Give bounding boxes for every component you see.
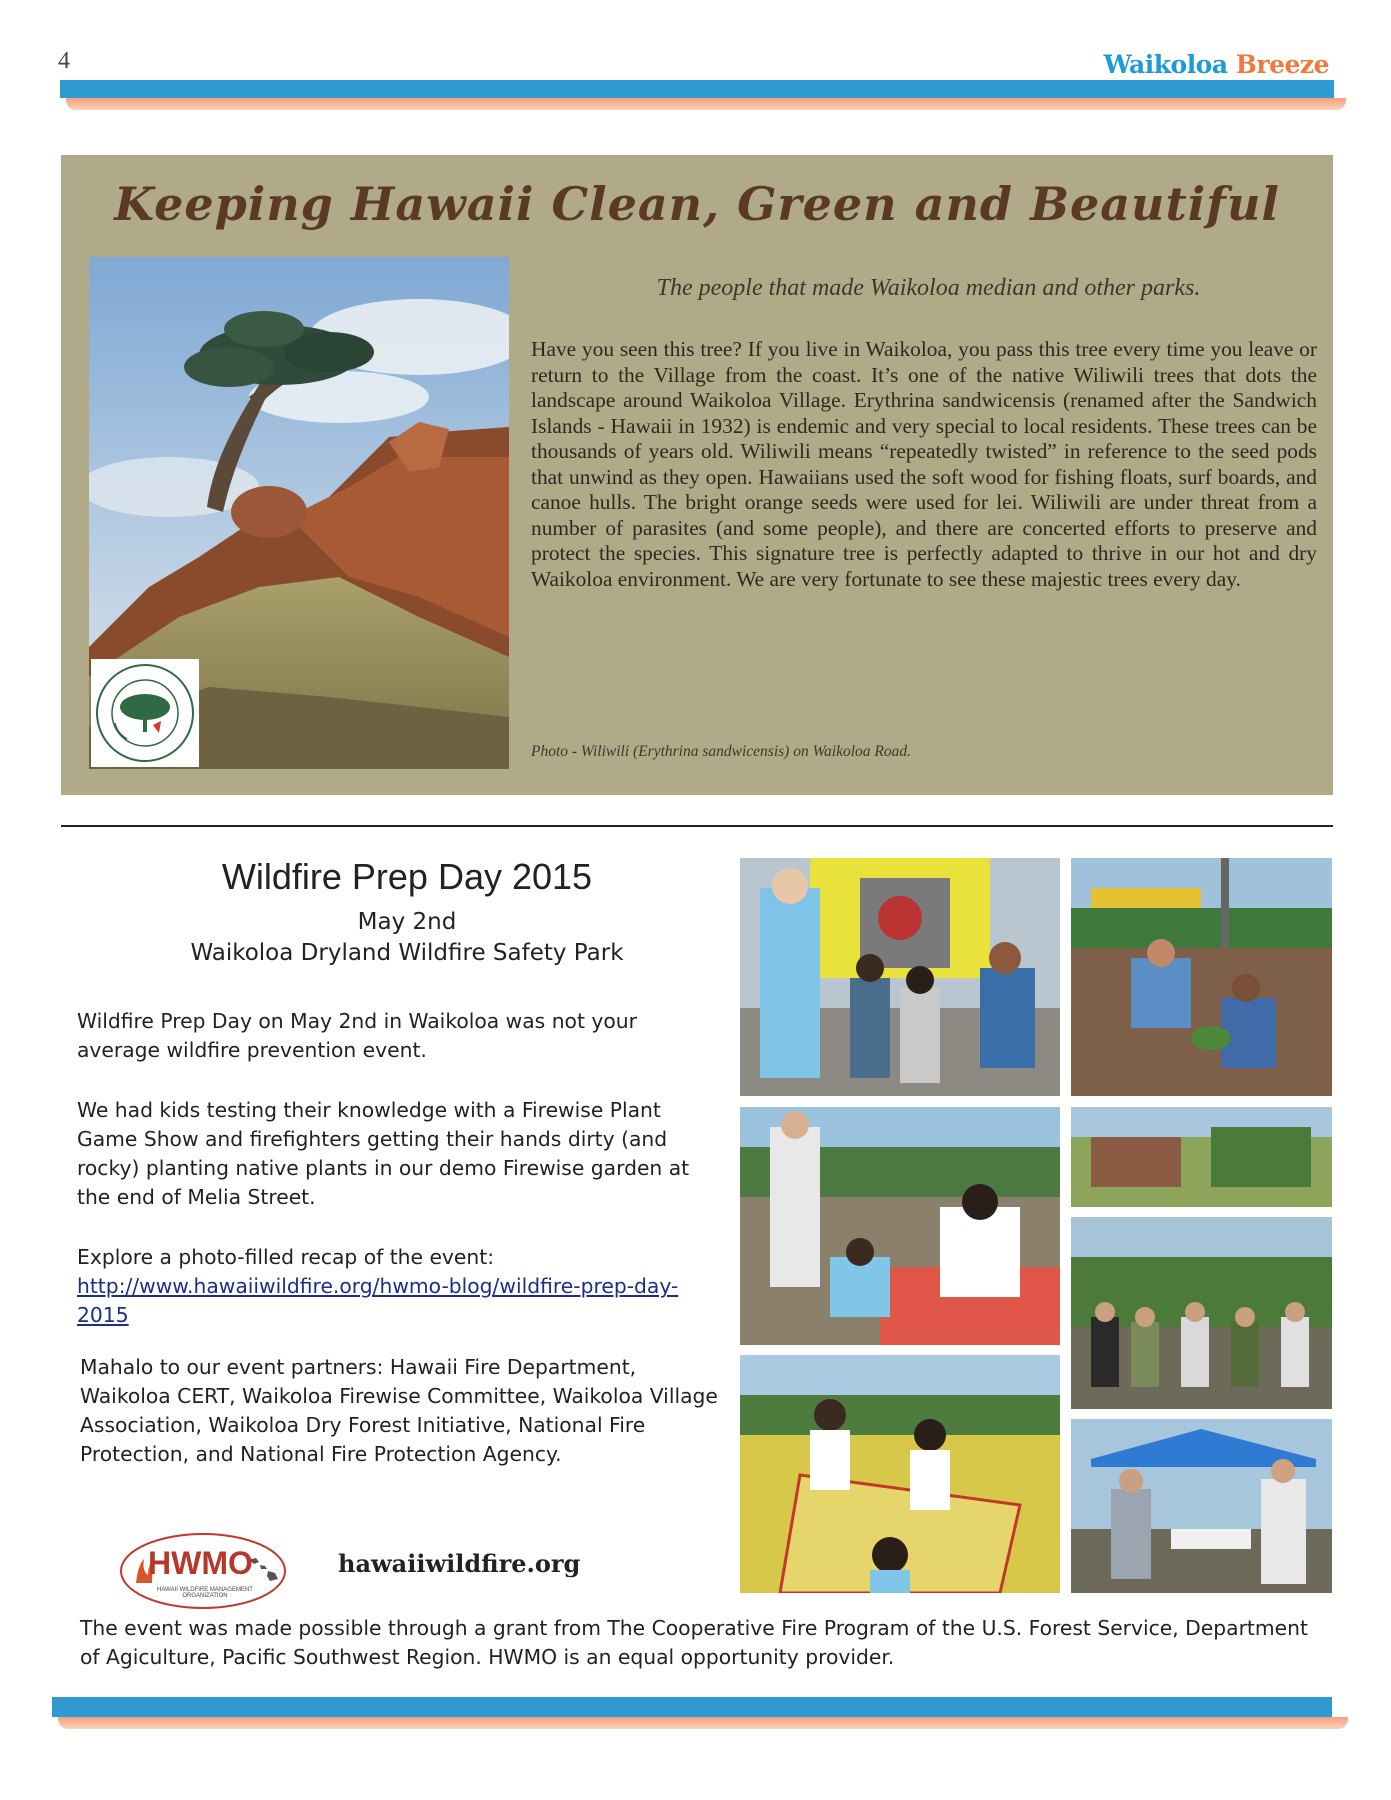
outdoor-circle-logo (91, 659, 199, 767)
header-blue-bar (60, 80, 1334, 98)
photo-planting (1071, 858, 1332, 1096)
wildfire-paragraph-2: We had kids testing their knowledge with a Firewise Plant Game Show and firefighters getting their hands dirty (and rocky) planting native plants in our demo Firewise garden at the end of Melia Street. (77, 1098, 690, 1209)
footer-orange-bar (58, 1717, 1348, 1729)
wildfire-title: Wildfire Prep Day 2015 (221, 856, 593, 897)
photo-firefighter-demo (740, 858, 1060, 1096)
masthead-part2: Breeze (1235, 50, 1329, 79)
hwmo-logo (118, 1531, 288, 1611)
photo-game-show (740, 1107, 1060, 1345)
hwmo-website: hawaiiwildfire.org (338, 1549, 581, 1578)
feature-subtitle: The people that made Waikoloa median and other parks. (656, 275, 1201, 301)
wiliwili-tree-photo (89, 257, 509, 769)
wildfire-paragraph-3: Explore a photo-filled recap of the event: (77, 1245, 495, 1269)
feature-body: Have you seen this tree? If you live in Waikoloa, you pass this tree every time you leave or return to the Village from the coast. It’s one of the native Wiliwili trees that dots the landscape around Waikoloa Village. Erythrina sandwicensis (renamed after the Sandwich Islands - Hawaii in 1932) is endemic and very special to local residents. These trees can be thousands of years old. Wiliwili means “repeatedly twisted” in reference to the seed pods that unwind as they open. Hawaiians used the soft wood for fishing floats, surf boards, and canoe hulls. The bright orange seeds were used for lei. Wiliwili are under threat from a number of parasites (and some people), and there are concerted efforts to preserve and protect the species. This signature tree is perfectly adapted to thrive in our hot and dry Waikoloa environment. We are very fortunate to see these majestic trees every day. (531, 337, 1317, 591)
wildfire-venue: Waikoloa Dryland Wildfire Safety Park (190, 940, 624, 966)
photo-garden-path (1071, 1107, 1332, 1207)
photo-tour-group (1071, 1217, 1332, 1409)
section-divider (61, 825, 1333, 827)
photo-caption: Photo - Wiliwili (Erythrina sandwicensis) on Waikoloa Road. (531, 743, 912, 760)
hwmo-logo-subtext: HAWAII WILDFIRE MANAGEMENT ORGANIZATION (157, 1587, 253, 1599)
page-number: 4 (58, 48, 70, 74)
hwmo-logo-text: HWMO (148, 1545, 253, 1581)
wildfire-paragraph-1: Wildfire Prep Day on May 2nd in Waikoloa was not your average wildfire prevention event. (77, 1009, 637, 1062)
recap-link[interactable]: http://www.hawaiiwildfire.org/hwmo-blog/wildfire-prep-day-2015 (77, 1274, 679, 1327)
feature-title: Keeping Hawaii Clean, Green and Beautiful (114, 177, 1280, 231)
photo-kids-board (740, 1355, 1060, 1593)
footer-blue-bar (52, 1697, 1332, 1717)
masthead-part1: Waikoloa (1103, 50, 1228, 79)
header-orange-bar (66, 98, 1346, 110)
masthead (1104, 50, 1329, 79)
grant-footnote: The event was made possible through a grant from The Cooperative Fire Program of the U.S. Forest Service, Department of Agiculture, Pacific Southwest Region. HWMO is an equal opportunity provider. (80, 1616, 1308, 1669)
wildfire-partners: Mahalo to our event partners: Hawaii Fire Department, Waikoloa CERT, Waikoloa Firewise Committee, Waikoloa Village Association, Waikoloa Dry Forest Initiative, National Fire Protection, and National Fire Protection Agency. (80, 1355, 718, 1466)
feature-box (61, 155, 1333, 795)
wildfire-date: May 2nd (357, 909, 457, 935)
photo-tent-booth (1071, 1419, 1332, 1593)
